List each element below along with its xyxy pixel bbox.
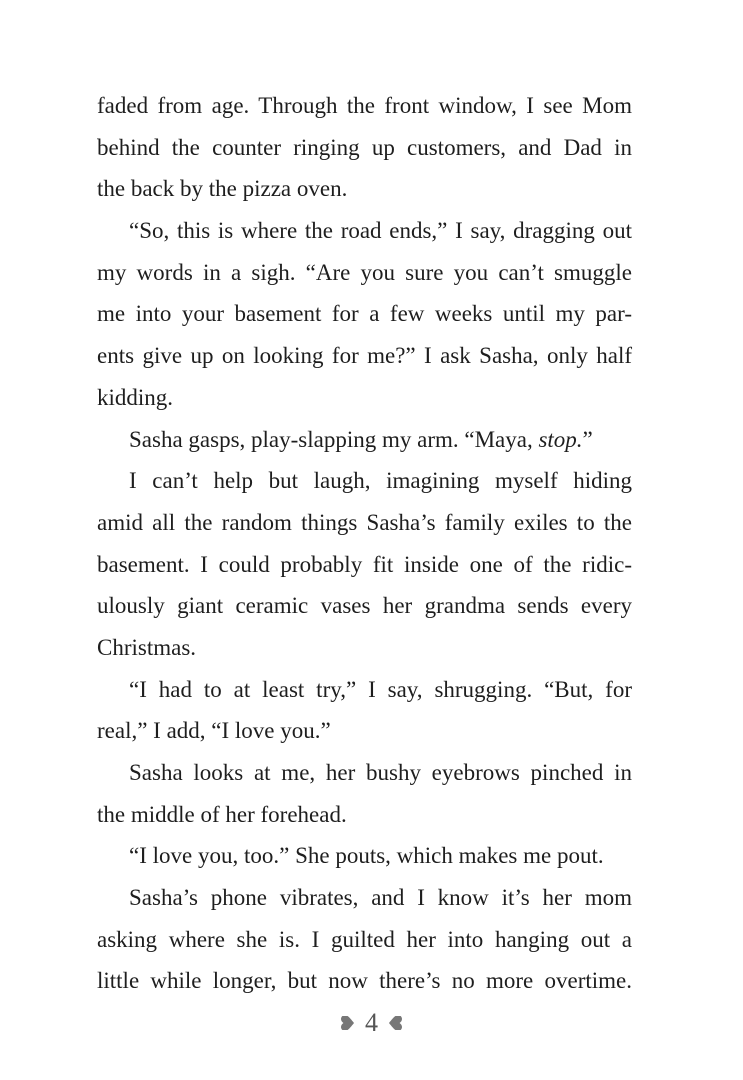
text-line: “I love you, too.” She pouts, which makes me pout. <box>129 843 604 869</box>
text-line: “So, this is where the road ends,” I say, dragging out <box>129 218 632 244</box>
text-line: real,” I add, “I love you.” <box>97 718 331 744</box>
text-line: Sasha looks at me, her bushy eyebrows pinched in <box>129 760 632 785</box>
text-line: Christmas. <box>97 634 197 660</box>
text-line: the back by the pizza oven. <box>97 176 348 202</box>
text-line: behind the counter ringing up customers, and Dad in <box>97 134 632 160</box>
text-line: “I had to at least try,” I say, shrugging. “But, for <box>129 676 632 702</box>
page-folio <box>0 1008 743 1038</box>
text-line: my words in a sigh. “Are you sure you can’t smuggle <box>97 259 632 285</box>
text-line: me into your basement for a few weeks until my par- <box>97 301 632 327</box>
heart-icon <box>387 1016 403 1030</box>
text-line: ents give up on looking for me?” I ask Sasha, only half <box>97 343 632 369</box>
text-line: amid all the random things Sasha’s family exiles to the <box>97 509 632 535</box>
text-line: Sasha’s phone vibrates, and I know it’s her mom <box>129 885 632 911</box>
text-line-italic: Sasha gasps, play-slapping my arm. “Maya, stop.” <box>129 426 593 452</box>
text-line: faded from age. Through the front window, I see Mom <box>97 93 632 118</box>
body-text <box>97 85 632 1002</box>
text-line: the middle of her forehead. <box>97 801 347 827</box>
text-line: basement. I could probably fit inside one of the ridic- <box>97 551 632 577</box>
text-line: I can’t help but laugh, imagining myself hiding <box>129 468 632 494</box>
emphasis-word: stop. <box>538 426 583 452</box>
heart-icon <box>340 1016 356 1030</box>
text-line: ulously giant ceramic vases her grandma sends every <box>97 593 632 619</box>
page-number: 4 <box>365 1008 378 1037</box>
text-line: kidding. <box>97 384 174 410</box>
text-line: little while longer, but now there’s no more overtime. <box>97 968 632 994</box>
text-line: asking where she is. I guilted her into hanging out a <box>97 926 632 952</box>
